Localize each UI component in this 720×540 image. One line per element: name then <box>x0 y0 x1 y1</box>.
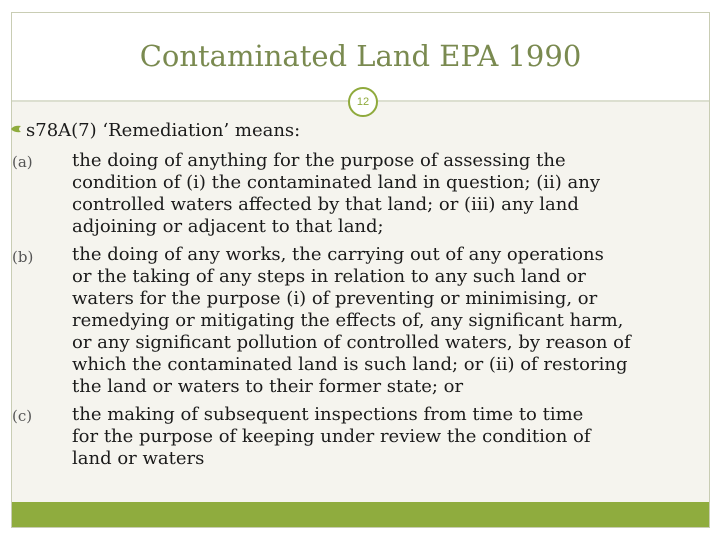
item-b-line: remedying or mitigating the effects of, any significant harm, <box>72 310 624 331</box>
lead-text: s78A(7) ‘Remediation’ means: <box>26 120 301 141</box>
item-a-line: the doing of anything for the purpose of assessing the <box>72 150 566 171</box>
item-marker-b: (b) <box>12 248 34 266</box>
item-b-line: the doing of any works, the carrying out of any operations <box>72 244 604 265</box>
item-c-line: for the purpose of keeping under review the condition of <box>72 426 591 447</box>
item-b-line: which the contaminated land is such land; or (ii) of restoring <box>72 354 628 375</box>
item-b-line: or the taking of any steps in relation to any such land or <box>72 266 586 287</box>
item-a-line: condition of (i) the contaminated land in question; (ii) any <box>72 172 601 193</box>
bullet-icon <box>10 123 22 135</box>
item-b-line: or any significant pollution of controlled waters, by reason of <box>72 332 631 353</box>
item-c-line: land or waters <box>72 448 205 469</box>
item-c-line: the making of subsequent inspections from time to time <box>72 404 584 425</box>
item-marker-c: (c) <box>12 407 33 425</box>
item-a-line: adjoining or adjacent to that land; <box>72 216 384 237</box>
item-a-line: controlled waters affected by that land; or (iii) any land <box>72 194 579 215</box>
item-b-line: the land or waters to their former state; or <box>72 376 464 397</box>
slide-title: Contaminated Land EPA 1990 <box>139 39 582 73</box>
item-marker-a: (a) <box>12 153 33 171</box>
item-b-line: waters for the purpose (i) of preventing or minimising, or <box>72 288 598 309</box>
page-number-badge: 12 <box>348 87 378 117</box>
lead-paragraph <box>10 120 300 141</box>
bottom-accent-bar <box>12 502 709 527</box>
